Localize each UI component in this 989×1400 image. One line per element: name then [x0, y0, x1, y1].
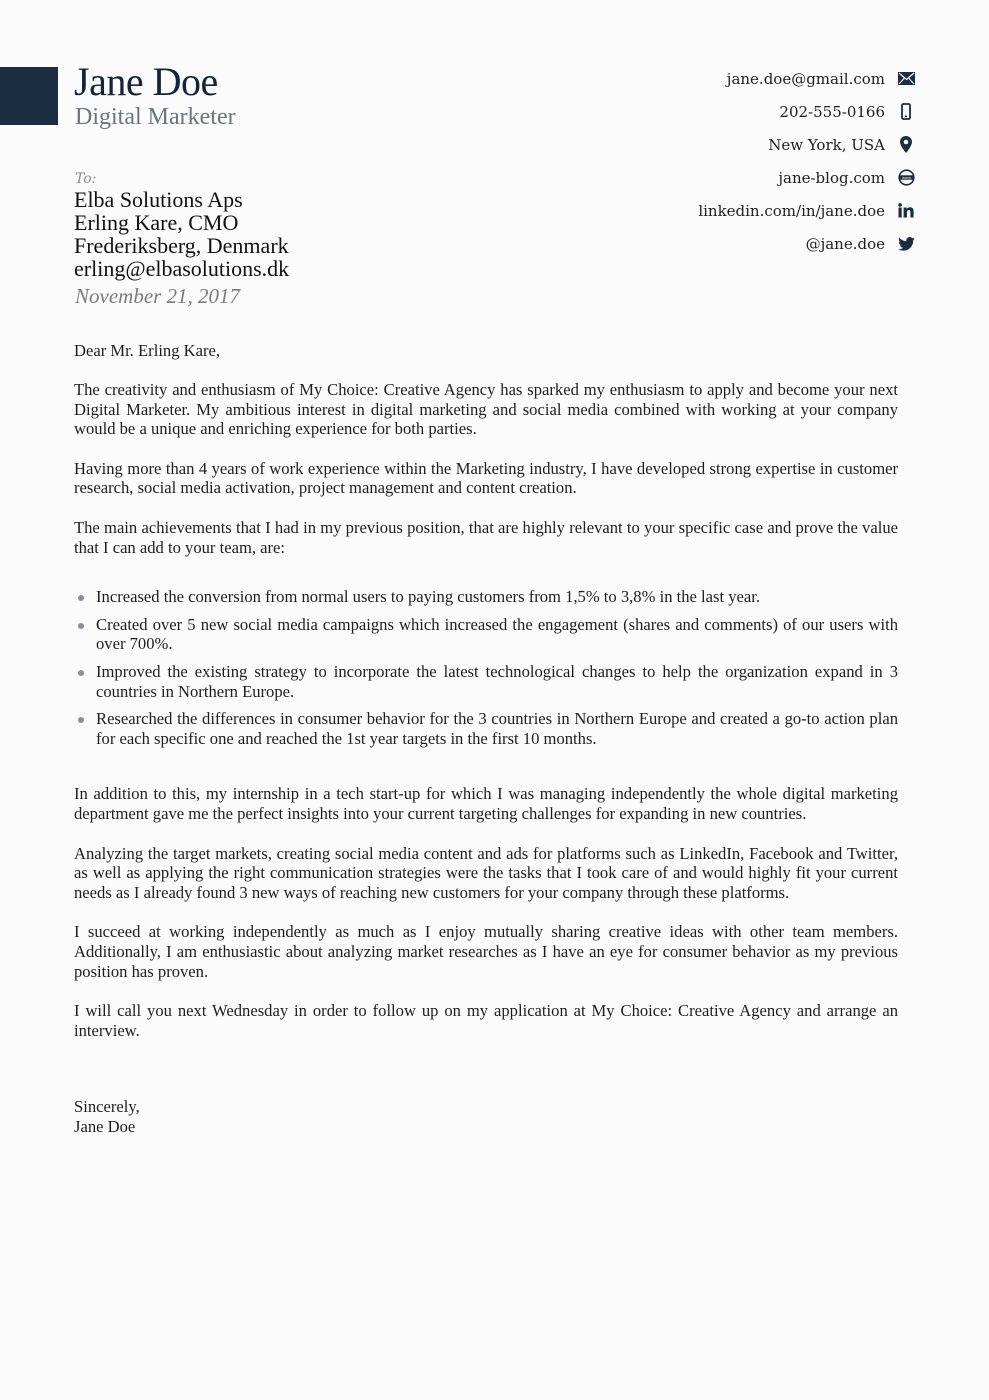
recipient-person: Erling Kare, CMO — [74, 210, 239, 235]
applicant-role: Digital Marketer — [75, 104, 236, 130]
paragraph: Analyzing the target markets, creating social media content and ads for platforms such as LinkedIn, Facebook and Twitter, as well as applying the right communication strategies were the tasks that I took care of and would highly fit your current needs as I already found 3 new ways of reaching new customers for your company through these platforms. — [74, 843, 898, 903]
signature: Jane Doe — [74, 1116, 136, 1136]
contact-linkedin-text[interactable]: linkedin.com/in/jane.doe — [698, 201, 885, 220]
contact-website-text[interactable]: jane-blog.com — [778, 168, 885, 187]
contact-phone-text[interactable]: 202-555-0166 — [779, 102, 885, 121]
paragraph: The main achievements that I had in my previous position, that are highly relevant to your specific case and prove the value that I can add to your team, are: — [74, 517, 898, 557]
paragraph: Having more than 4 years of work experience within the Marketing industry, I have developed strong expertise in customer research, social media activation, project management and content creation. — [74, 458, 898, 498]
paragraph: In addition to this, my internship in a tech start-up for which I was managing independently the whole digital marketing department gave me the perfect insights into your current targeting challenges for expanding in new countries. — [74, 784, 898, 824]
contact-twitter-text[interactable]: @jane.doe — [805, 234, 885, 253]
recipient-block — [74, 188, 289, 280]
contact-email-text[interactable]: jane.doe@gmail.com — [726, 69, 885, 88]
contact-location-text: New York, USA — [768, 135, 885, 154]
globe-www-icon — [897, 169, 915, 187]
recipient-location: Frederiksberg, Denmark — [74, 233, 289, 258]
contact-list — [698, 62, 915, 260]
achievements-list — [74, 587, 898, 748]
paragraph: I succeed at working independently as much as I enjoy mutually sharing creative ideas with other team members. Additionally, I am enthusiastic about analyzing market researches as I have an eye for consumer behavior as my previous position has proven. — [74, 922, 898, 982]
contact-email[interactable] — [698, 62, 915, 95]
envelope-icon — [897, 70, 915, 88]
applicant-name: Jane Doe — [74, 59, 218, 104]
mobile-phone-icon — [897, 103, 915, 121]
contact-twitter[interactable] — [698, 227, 915, 260]
contact-linkedin[interactable] — [698, 194, 915, 227]
greeting: Dear Mr. Erling Kare, — [74, 341, 221, 360]
contact-phone[interactable] — [698, 95, 915, 128]
recipient-label: To: — [75, 171, 97, 187]
achievement-item: Increased the conversion from normal users to paying customers from 1,5% to 3,8% in the last year. — [74, 587, 898, 607]
contact-location — [698, 128, 915, 161]
letter-body — [74, 341, 898, 1137]
recipient-company: Elba Solutions Aps — [74, 187, 243, 212]
accent-block — [0, 67, 58, 125]
linkedin-icon — [897, 202, 915, 220]
achievement-item: Improved the existing strategy to incorporate the latest technological changes to help the organization expand in 3 countries in Northern Europe. — [74, 662, 898, 702]
recipient-email[interactable]: erling@elbasolutions.dk — [74, 256, 290, 281]
twitter-icon — [897, 235, 915, 253]
paragraph: The creativity and enthusiasm of My Choice: Creative Agency has sparked my enthusiasm to apply and become your next Digital Marketer. My ambitious interest in digital marketing and social media combined with working at your company would be a unique and enriching experience for both parties. — [74, 379, 898, 439]
closing: Sincerely, — [74, 1096, 140, 1116]
achievement-item: Created over 5 new social media campaigns which increased the engagement (shares and comments) of our users with over 700%. — [74, 615, 898, 655]
map-marker-icon — [897, 136, 915, 154]
contact-website[interactable] — [698, 161, 915, 194]
svg-text:www: www — [901, 175, 911, 180]
paragraph: I will call you next Wednesday in order to follow up on my application at My Choice: Creative Agency and arrange an interview. — [74, 1001, 898, 1041]
letter-date: November 21, 2017 — [75, 284, 241, 308]
achievement-item: Researched the differences in consumer behavior for the 3 countries in Northern Europe and created a go-to action plan for each specific one and reached the 1st year targets in the first 10 months. — [74, 709, 898, 749]
